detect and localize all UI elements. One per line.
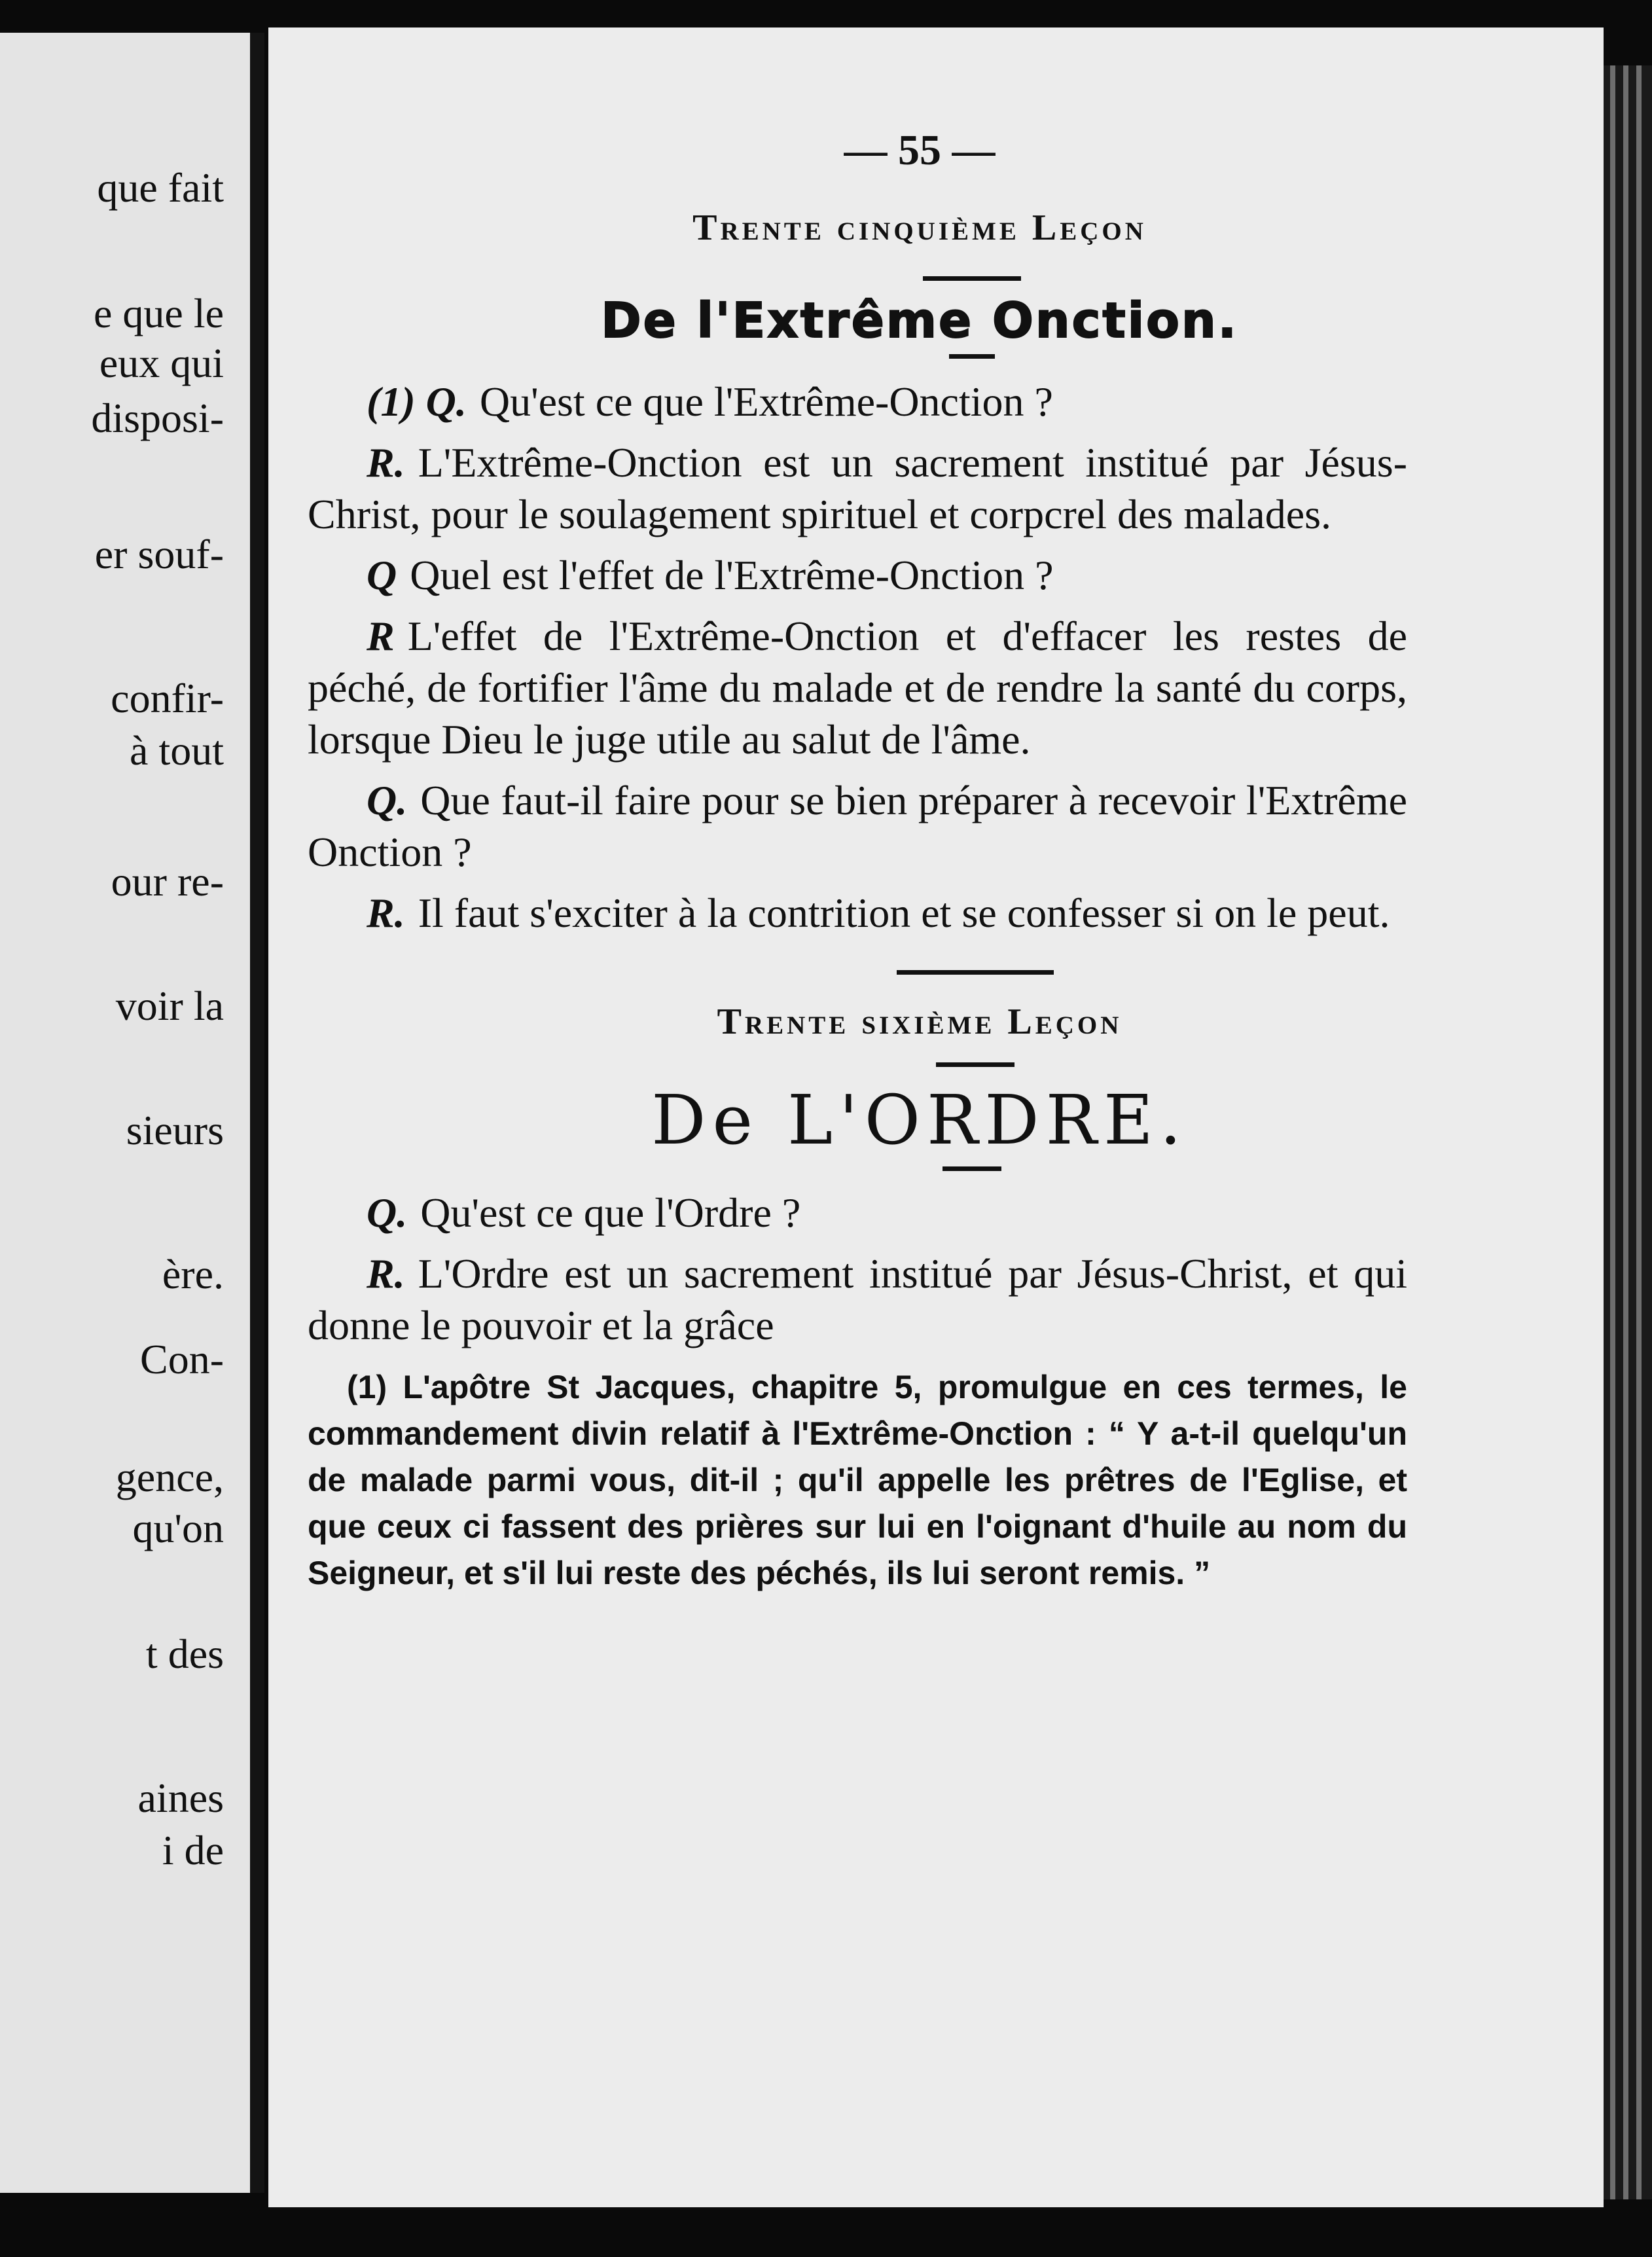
left-line: er souf-	[94, 531, 224, 577]
divider	[936, 1062, 1015, 1067]
lesson-36-heading: De L'ORDRE.	[651, 1080, 1188, 1160]
page-content	[308, 126, 1407, 1597]
left-line: i de	[162, 1827, 224, 1873]
divider	[943, 1166, 1001, 1171]
section-divider	[897, 970, 1054, 975]
lesson-35-title: Trente cinquième Leçon	[692, 208, 1147, 248]
left-line: à tout	[130, 727, 224, 774]
left-line: gence,	[115, 1454, 224, 1500]
left-line: aines	[137, 1775, 224, 1821]
left-line: ère.	[162, 1251, 224, 1297]
lesson-35-qa	[308, 376, 1407, 939]
divider	[949, 354, 995, 359]
question: Q. Qu'est ce que l'Ordre ?	[367, 1189, 801, 1236]
lesson-36-title: Trente sixième Leçon	[717, 1002, 1122, 1042]
left-line: voir la	[115, 983, 224, 1029]
left-line: confir-	[111, 675, 224, 721]
lesson-35-heading: De l'Extrême Onction.	[601, 293, 1238, 349]
left-line: eux qui	[99, 340, 224, 386]
footnote: (1) L'apôtre St Jacques, chapitre 5, promulgue en ces termes, le commandement divin relatif à l'Extrême-Onction : “ Y a-t-il quelqu'un de malade parmi vous, dit-il ; qu'il appelle les prêtres de l'Eglise, et que ceux ci fassent des prières sur lui en l'oignant d'huile au nom du Seigneur, et s'il lui reste des péchés, ils lui seront remis. ”	[308, 1369, 1407, 1591]
lesson-36-qa	[308, 1187, 1407, 1351]
page-stack-edge	[1604, 65, 1652, 2199]
question: Q. Que faut-il faire pour se bien préparer à recevoir l'Extrême Onction ?	[308, 777, 1407, 875]
question: (1) Q. Qu'est ce que l'Extrême-Onction ?	[367, 378, 1053, 425]
question: Q Quel est l'effet de l'Extrême-Onction ?	[367, 552, 1054, 598]
left-line: e que le	[94, 290, 224, 336]
answer: R. L'Ordre est un sacrement institué par Jésus-Christ, et qui donne le pouvoir et la grâce	[308, 1250, 1407, 1348]
left-line: que fait	[97, 164, 224, 211]
left-line: disposi-	[91, 395, 224, 441]
right-page	[268, 27, 1604, 2207]
answer: R. Il faut s'exciter à la contrition et se confesser si on le peut.	[367, 890, 1390, 936]
left-page	[0, 33, 264, 2193]
left-line: qu'on	[132, 1505, 224, 1551]
left-line: Con-	[140, 1336, 224, 1382]
left-line: sieurs	[126, 1107, 224, 1153]
divider	[923, 276, 1021, 281]
page-number: — 55 —	[844, 126, 996, 174]
answer: R L'effet de l'Extrême-Onction et d'effacer les restes de péché, de fortifier l'âme du malade et de rendre la santé du corps, lorsque Dieu le juge utile au salut de l'âme.	[308, 613, 1407, 763]
left-line: our re-	[111, 858, 224, 905]
left-line: t des	[145, 1631, 224, 1677]
answer: R. L'Extrême-Onction est un sacrement institué par Jésus-Christ, pour le soulagement spirituel et corpcrel des malades.	[308, 439, 1407, 537]
